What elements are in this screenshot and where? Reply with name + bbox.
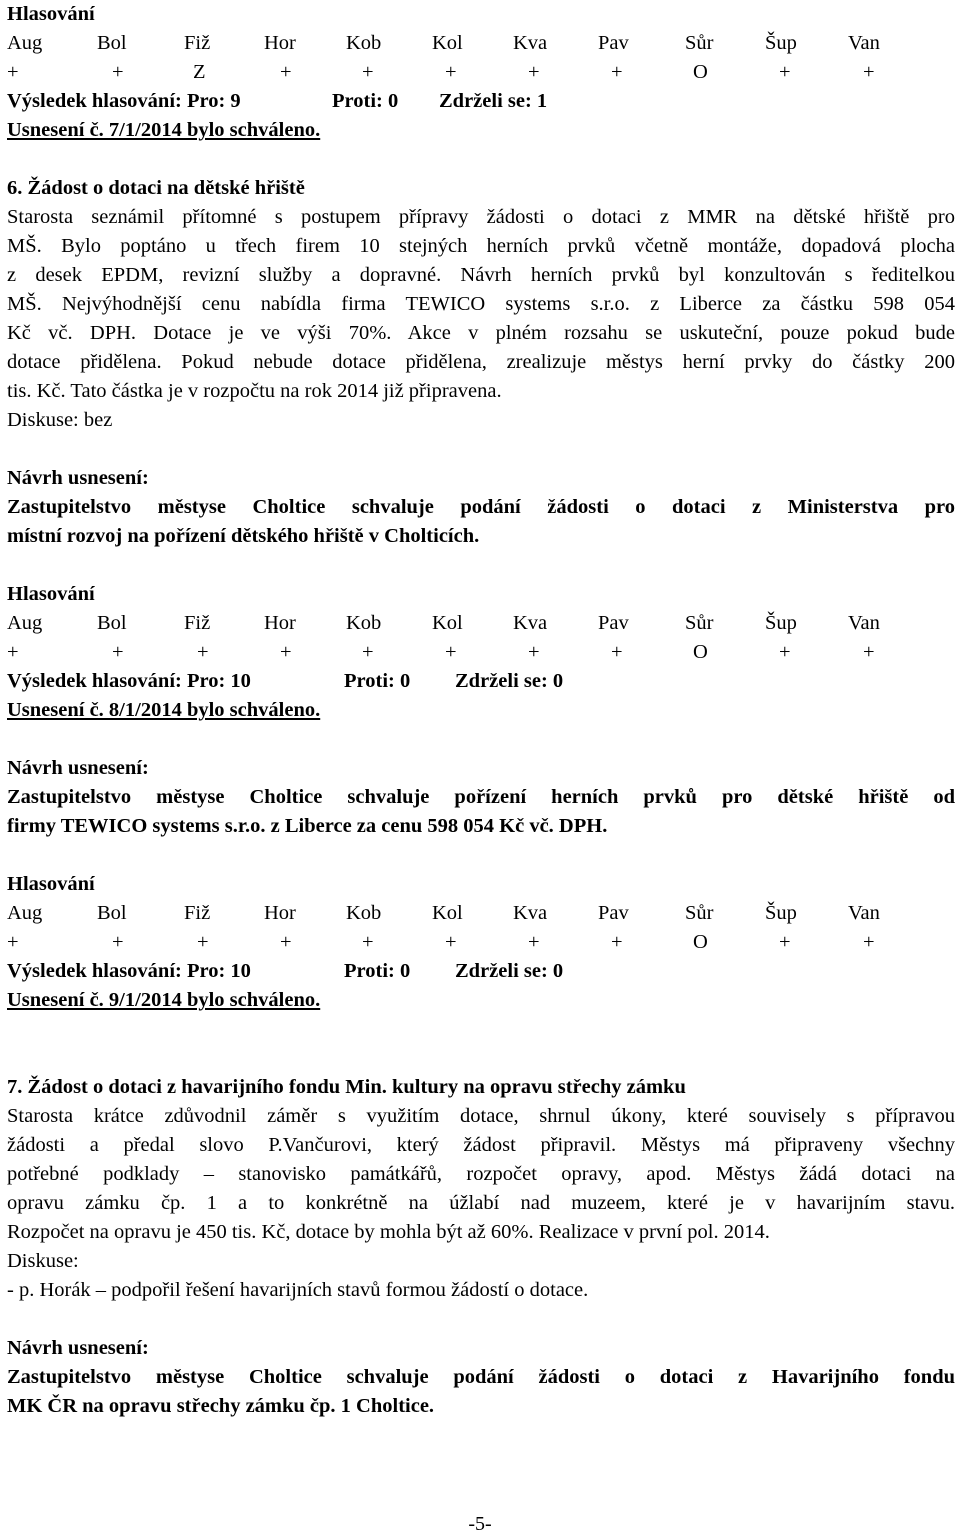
vote-result-proti: Proti: 0 bbox=[344, 670, 411, 692]
vote-result-pro: Výsledek hlasování: Pro: 9 bbox=[7, 90, 241, 112]
vote-result bbox=[7, 87, 955, 116]
vote-heading: Hlasování bbox=[7, 583, 95, 605]
proposal-line: firmy TEWICO systems s.r.o. z Liberce za cenu 598 054 Kč vč. DPH. bbox=[7, 815, 608, 837]
vote-mark: + bbox=[280, 641, 292, 663]
vote-mark: + bbox=[779, 641, 791, 663]
voter-name: Bol bbox=[97, 32, 127, 54]
voter-name: Kva bbox=[513, 902, 548, 924]
vote-mark: + bbox=[611, 931, 623, 953]
vote-mark: + bbox=[280, 61, 292, 83]
voter-name: Šup bbox=[765, 32, 797, 54]
discussion: Diskuse: bez bbox=[7, 409, 113, 431]
paragraph-line: MŠ. Bylo poptáno u třech firem 10 stejných herních prvků včetně montáže, dopadová plocha bbox=[7, 235, 955, 257]
proposal-line: MK ČR na opravu střechy zámku čp. 1 Choltice. bbox=[7, 1395, 435, 1417]
document-page bbox=[7, 0, 955, 1421]
voter-name: Kol bbox=[432, 612, 463, 634]
votes-row bbox=[7, 928, 955, 957]
voter-name: Sůr bbox=[685, 902, 714, 924]
vote-mark: + bbox=[611, 61, 623, 83]
vote-result-pro: Výsledek hlasování: Pro: 10 bbox=[7, 670, 251, 692]
proposal-line: Zastupitelstvo městyse Choltice schvaluje pořízení herních prvků pro dětské hřiště od bbox=[7, 786, 955, 808]
vote-mark: + bbox=[611, 641, 623, 663]
proposal-line: Zastupitelstvo městyse Choltice schvaluje podání žádosti o dotaci z Havarijního fondu bbox=[7, 1366, 955, 1388]
paragraph-line: potřebné podklady – stanovisko památkářů, rozpočet opravy, apod. Městys žádá dotaci na bbox=[7, 1163, 955, 1185]
discussion: Diskuse: bbox=[7, 1250, 79, 1272]
resolution-approved: Usnesení č. 7/1/2014 bylo schváleno. bbox=[7, 119, 321, 141]
vote-mark: + bbox=[863, 641, 875, 663]
vote-result bbox=[7, 667, 955, 696]
votes-row bbox=[7, 638, 955, 667]
vote-result-zdrzeli: Zdrželi se: 1 bbox=[439, 90, 548, 112]
voter-name: Hor bbox=[264, 32, 296, 54]
vote-mark: + bbox=[362, 641, 374, 663]
vote-mark: + bbox=[362, 61, 374, 83]
voter-name: Pav bbox=[598, 612, 629, 634]
proposal-heading: Návrh usnesení: bbox=[7, 467, 149, 489]
voter-name: Šup bbox=[765, 902, 797, 924]
voter-name: Šup bbox=[765, 612, 797, 634]
vote-mark: + bbox=[197, 931, 209, 953]
paragraph-line: dotace přidělena. Pokud nebude dotace přidělena, zrealizuje městys herní prvky do částky 200 bbox=[7, 351, 955, 373]
voter-name: Kva bbox=[513, 32, 548, 54]
votes-row bbox=[7, 58, 955, 87]
voter-names-row bbox=[7, 29, 955, 58]
voter-name: Hor bbox=[264, 902, 296, 924]
paragraph-line: z desek EPDM, revizní služby a dopravné. Návrh herních prvků byl konzultován s ředitelkou bbox=[7, 264, 955, 286]
vote-mark: + bbox=[445, 61, 457, 83]
vote-mark: + bbox=[528, 641, 540, 663]
vote-mark: + bbox=[280, 931, 292, 953]
vote-mark: O bbox=[693, 61, 708, 83]
proposal-heading: Návrh usnesení: bbox=[7, 1337, 149, 1359]
voter-name: Kol bbox=[432, 902, 463, 924]
section-title: 6. Žádost o dotaci na dětské hřiště bbox=[7, 177, 305, 199]
vote-mark: + bbox=[528, 931, 540, 953]
resolution-approved: Usnesení č. 9/1/2014 bylo schváleno. bbox=[7, 989, 321, 1011]
voter-name: Van bbox=[848, 612, 880, 634]
voter-name: Pav bbox=[598, 902, 629, 924]
voter-name: Fiž bbox=[184, 902, 211, 924]
vote-mark: + bbox=[112, 641, 124, 663]
resolution-approved: Usnesení č. 8/1/2014 bylo schváleno. bbox=[7, 699, 321, 721]
paragraph-line: žádosti a předal slovo P.Vančurovi, který žádost připravil. Městys má připraveny všechny bbox=[7, 1134, 955, 1156]
voter-name: Aug bbox=[7, 612, 43, 634]
voter-name: Fiž bbox=[184, 32, 211, 54]
voter-name: Kob bbox=[346, 612, 382, 634]
paragraph-line: opravu zámku čp. 1 a to konkrétně na úžlabí nad muzeem, které je v havarijním stavu. bbox=[7, 1192, 955, 1214]
vote-mark: + bbox=[7, 641, 19, 663]
voter-name: Pav bbox=[598, 32, 629, 54]
voter-name: Sůr bbox=[685, 612, 714, 634]
voter-name: Aug bbox=[7, 902, 43, 924]
vote-mark: + bbox=[197, 641, 209, 663]
voter-name: Kol bbox=[432, 32, 463, 54]
paragraph-line: Starosta seznámil přítomné s postupem přípravy žádosti o dotaci z MMR na dětské hřiště pro bbox=[7, 206, 955, 228]
paragraph-line: Rozpočet na opravu je 450 tis. Kč, dotace by mohla být až 60%. Realizace v první pol. 2014. bbox=[7, 1221, 770, 1243]
proposal-heading: Návrh usnesení: bbox=[7, 757, 149, 779]
page-number: -5- bbox=[468, 1513, 492, 1535]
proposal-line: místní rozvoj na pořízení dětského hřiště v Cholticích. bbox=[7, 525, 480, 547]
vote-result-pro: Výsledek hlasování: Pro: 10 bbox=[7, 960, 251, 982]
vote-mark: + bbox=[445, 931, 457, 953]
voter-name: Kva bbox=[513, 612, 548, 634]
voter-name: Bol bbox=[97, 902, 127, 924]
vote-mark: + bbox=[362, 931, 374, 953]
vote-mark: + bbox=[779, 931, 791, 953]
paragraph-line: tis. Kč. Tato částka je v rozpočtu na rok 2014 již připravena. bbox=[7, 380, 502, 402]
vote-mark: + bbox=[863, 931, 875, 953]
vote-mark: + bbox=[7, 931, 19, 953]
voter-names-row bbox=[7, 899, 955, 928]
vote-result-zdrzeli: Zdrželi se: 0 bbox=[455, 960, 564, 982]
voter-name: Bol bbox=[97, 612, 127, 634]
voter-name: Sůr bbox=[685, 32, 714, 54]
paragraph-line: Kč vč. DPH. Dotace je ve výši 70%. Akce v plném rozsahu se uskuteční, pouze pokud bude bbox=[7, 322, 955, 344]
vote-heading: Hlasování bbox=[7, 3, 95, 25]
vote-heading: Hlasování bbox=[7, 873, 95, 895]
vote-mark: + bbox=[112, 931, 124, 953]
vote-mark: O bbox=[693, 641, 708, 663]
vote-mark: Z bbox=[193, 61, 206, 83]
vote-mark: + bbox=[528, 61, 540, 83]
voter-name: Fiž bbox=[184, 612, 211, 634]
vote-mark: + bbox=[779, 61, 791, 83]
vote-mark: + bbox=[445, 641, 457, 663]
voter-name: Aug bbox=[7, 32, 43, 54]
paragraph-line: MŠ. Nejvýhodnější cenu nabídla firma TEWICO systems s.r.o. z Liberce za částku 598 054 bbox=[7, 293, 955, 315]
section-title: 7. Žádost o dotaci z havarijního fondu Min. kultury na opravu střechy zámku bbox=[7, 1076, 686, 1098]
voter-name: Hor bbox=[264, 612, 296, 634]
voter-names-row bbox=[7, 609, 955, 638]
voter-name: Kob bbox=[346, 32, 382, 54]
vote-result bbox=[7, 957, 955, 986]
voter-name: Van bbox=[848, 902, 880, 924]
vote-result-zdrzeli: Zdrželi se: 0 bbox=[455, 670, 564, 692]
vote-mark: + bbox=[112, 61, 124, 83]
vote-result-proti: Proti: 0 bbox=[332, 90, 399, 112]
voter-name: Van bbox=[848, 32, 880, 54]
paragraph-line: Starosta krátce zdůvodnil záměr s využitím dotace, shrnul úkony, které souvisely s přípravou bbox=[7, 1105, 955, 1127]
proposal-line: Zastupitelstvo městyse Choltice schvaluje podání žádosti o dotaci z Ministerstva pro bbox=[7, 496, 955, 518]
vote-mark: + bbox=[7, 61, 19, 83]
discussion-item: - p. Horák – podpořil řešení havarijních stavů formou žádostí o dotace. bbox=[7, 1279, 589, 1301]
vote-result-proti: Proti: 0 bbox=[344, 960, 411, 982]
vote-mark: O bbox=[693, 931, 708, 953]
voter-name: Kob bbox=[346, 902, 382, 924]
vote-mark: + bbox=[863, 61, 875, 83]
